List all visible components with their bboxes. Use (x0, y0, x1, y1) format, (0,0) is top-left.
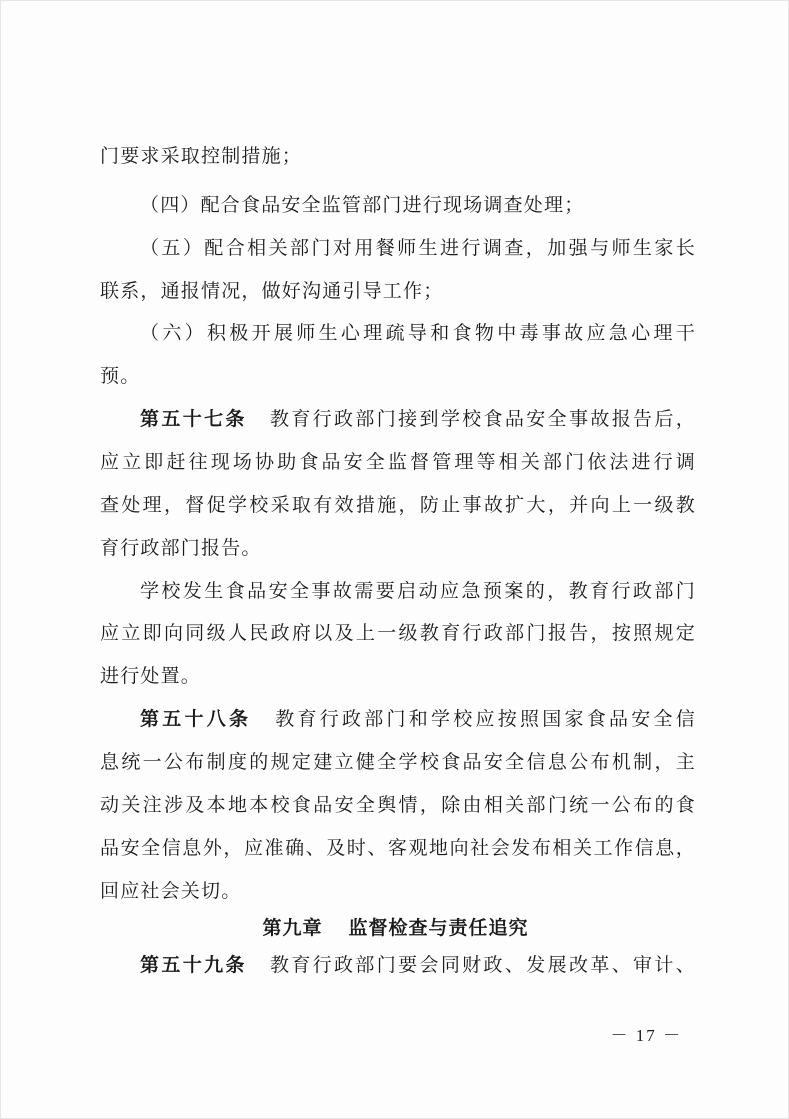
item-five: （五）配合相关部门对用餐师生进行调查，加强与师生家长 (140, 237, 696, 259)
page-number: － 17 － (610, 1026, 682, 1045)
article-57-para2-line-2: 应立即向同级人民政府以及上一级教育行政部门报告，按照规定 (100, 622, 696, 644)
article-58-line-2: 息统一公布制度的规定建立健全学校食品安全信息公布机制，主 (100, 751, 696, 773)
item-six: （六）积极开展师生心理疏导和食物中毒事故应急心理干 (140, 322, 696, 344)
article-59-text: 教育行政部门要会同财政、发展改革、审计、 (268, 954, 696, 976)
article-57-text: 教育行政部门接到学校食品安全事故报告后， (268, 408, 696, 430)
item-five-cont: 联系，通报情况，做好沟通引导工作； (100, 280, 444, 302)
article-58-first-line (140, 710, 696, 729)
chapter-title: 监督检查与责任追究 (348, 917, 529, 939)
article-57-line-4: 育行政部门报告。 (100, 537, 262, 559)
chapter-heading (1, 913, 789, 940)
article-58-line-5: 回应社会关切。 (100, 880, 242, 902)
article-57-line-3: 查处理，督促学校采取有效措施，防止事故扩大，并向上一级教 (100, 494, 696, 516)
article-58-line-3: 动关注涉及本地本校食品安全舆情，除由相关部门统一公布的食 (100, 794, 696, 816)
article-58-label: 第五十八条 (140, 708, 252, 730)
item-four: （四）配合食品安全监管部门进行现场调查处理； (140, 194, 585, 216)
article-57-first-line (140, 410, 696, 429)
article-59-first-line (140, 956, 696, 975)
article-57-label: 第五十七条 (140, 408, 247, 430)
article-58-line-4: 品安全信息外，应准确、及时、客观地向社会发布相关工作信息， (100, 837, 696, 859)
article-58-text: 教育行政部门和学校应按照国家食品安全信 (273, 708, 696, 730)
article-57-para2-line-3: 进行处置。 (100, 665, 202, 687)
chapter-number: 第九章 (262, 917, 323, 939)
article-57-para2-line-1: 学校发生食品安全事故需要启动应急预案的，教育行政部门 (140, 580, 696, 602)
item-six-cont: 预。 (100, 365, 141, 387)
text-line-1: 门要求采取控制措施； (100, 145, 303, 167)
article-59-label: 第五十九条 (140, 954, 247, 976)
article-57-line-2: 应立即赶往现场协助食品安全监督管理等相关部门依法进行调 (100, 451, 696, 473)
